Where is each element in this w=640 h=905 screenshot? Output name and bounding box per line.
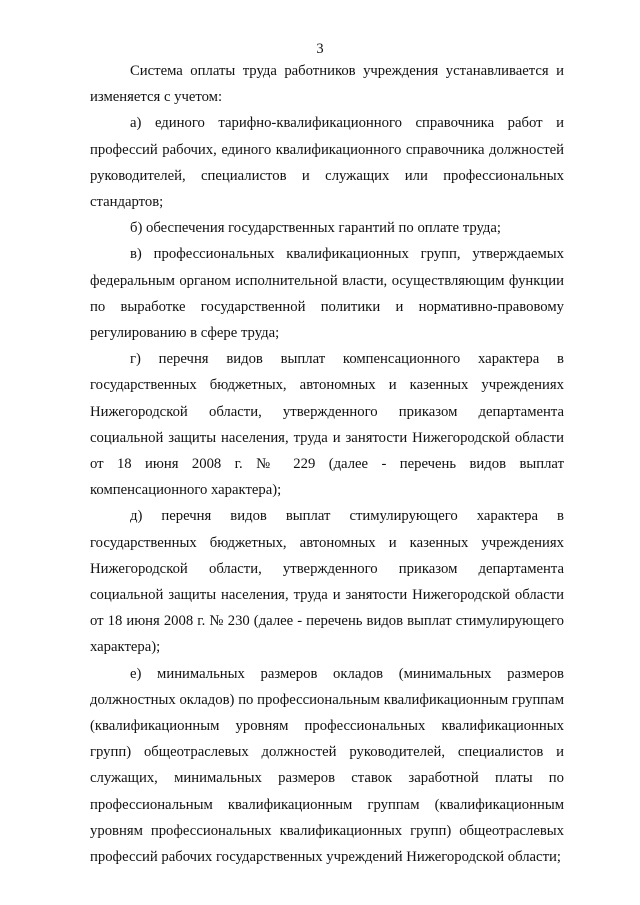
document-body [90, 58, 564, 870]
paragraph-item-e: е) минимальных размеров окладов (минимальных размеров должностных окладов) по профессиональным квалификационным группам (квалификационным уровням профессиональных квалификационных групп) общеотраслевых должностей руководителей, специалистов и служащих, минимальных размеров ставок заработной платы по профессиональным квалификационным группам (квалификационным уровням профессиональных квалификационных групп) общеотраслевых профессий рабочих государственных учреждений Нижегородской области; [90, 665, 564, 866]
paragraph-item-d: д) перечня видов выплат стимулирующего характера в государственных бюджетных, автономных и казенных учреждениях Нижегородской области, утвержденного приказом департамента социальной защиты населения, труда и занятости Нижегородской области от 18 июня 2008 г. № 230 (далее - перечень видов выплат стимулирующего характера); [90, 508, 564, 656]
page-number: 3 [316, 41, 324, 57]
paragraph-item-v: в) профессиональных квалификационных групп, утверждаемых федеральным органом исполнительной власти, осуществляющим функции по выработке государственной политики и нормативно-правовому регулированию в сфере труда; [90, 246, 564, 342]
paragraph-intro: Система оплаты труда работников учреждения устанавливается и изменяется с учетом: [90, 63, 564, 106]
paragraph-item-b: б) обеспечения государственных гарантий по оплате труда; [130, 220, 501, 237]
paragraph-item-g: г) перечня видов выплат компенсационного характера в государственных бюджетных, автономных и казенных учреждениях Нижегородской области, утвержденного приказом департамента социальной защиты населения, труда и занятости Нижегородской области от 18 июня 2008 г. № 229 (далее - перечень видов выплат компенсационного характера); [90, 351, 564, 499]
paragraph-item-a: а) единого тарифно-квалификационного справочника работ и профессий рабочих, единого квалификационного справочника должностей руководителей, специалистов и служащих или профессиональных стандартов; [90, 115, 564, 211]
